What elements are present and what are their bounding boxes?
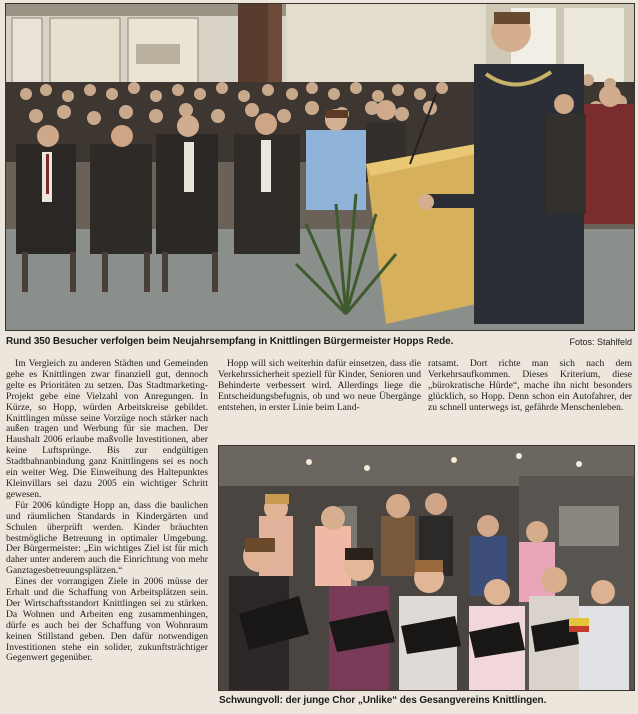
photo-caption-bottom: Schwungvoll: der junge Chor „Unlike“ des Gesangvereins Knittlingen. — [219, 695, 547, 706]
right-audience — [546, 85, 634, 224]
article-paragraph: Im Vergleich zu anderen Städten und Gemeinden gehe es Knittlingen zwar finanziell gut, dennoch gelte es Prioritäten zu setzen. Das Stadtmarketing-Projekt gebe eine Vielzahl von Anregungen. In Kürze, so Hopp, würden Arbeitskreise gebildet. Knittlingen müsse seine Vorzüge noch stärker nach außen tragen und Werbung für sie machen. Der Haushalt 2006 erlaube maßvolle Investitionen, aber keine Luftsprünge. Bis zur endgültigen Stadtbahnanbindung ganz Knittlingens sei es noch ein weiter Weg. Die Einweihung des Haltepunktes Kleinvillars sei dazu 2005 ein wichtiger Schritt gewesen. — [6, 358, 208, 500]
audience-illustration — [6, 4, 634, 330]
choir-illustration — [219, 446, 634, 690]
wall-picture — [136, 44, 180, 64]
article-column-3 — [428, 359, 632, 414]
flag-accent — [569, 618, 589, 626]
article-paragraph: ratsamt. Dort richte man sich nach dem Verkehrsaufkommen. Dieses Kriterium, diese „bürokratische Hürde“, mache ihn nicht besonders glücklich, so Hopp. Denn schon ein Autofahrer, der zu schnell unterwegs ist, gefährde Menschenleben. — [428, 358, 632, 413]
article-column-1 — [6, 359, 208, 664]
article-paragraph: Für 2006 kündigte Hopp an, dass die baulichen und räumlichen Standards in Kindergärten und Schulen überprüft werden. Kinder bräuchten bestmögliche Betreuung in optimaler Umgebung. Der Bürgermeister: „Ein wichtiges Ziel ist für mich daher unter anderem auch die Einrichtung von mehr Ganztagesbetreuungsplätzen.“ — [6, 499, 208, 577]
article-paragraph: Eines der vorrangigen Ziele in 2006 müsse der Erhalt und die Schaffung von Arbeitsplätzen sein. Der Wirtschaftsstandort Knittlingen sei zu stärken. Da Wohnen und Arbeiten eng zusammenhingen, dürfe es auch bei der Schaffung von Wohnraum keinen Stillstand geben. Den dafür notwendigen Investitionen stehe ein solider, zukunftsträchtiger Gegenwert gegenüber. — [6, 576, 208, 664]
article-column-2 — [218, 359, 421, 414]
article-paragraph: Hopp will sich weiterhin dafür einsetzen, dass die Verkehrssicherheit speziell für Kinder, Senioren und Behinderte verbessert wird. Allerdings liege die Entscheidungsbefugnis, ob und wo neue Übergänge entstehen, in erster Linie beim Land- — [218, 358, 421, 413]
photo-credit: Fotos: Stahlfeld — [569, 337, 632, 347]
photo-caption-top: Rund 350 Besucher verfolgen beim Neujahrsempfang in Knittlingen Bürgermeister Hopps Rede. — [6, 336, 454, 347]
photo-reception-audience — [5, 3, 635, 331]
photo-choir — [218, 445, 635, 691]
